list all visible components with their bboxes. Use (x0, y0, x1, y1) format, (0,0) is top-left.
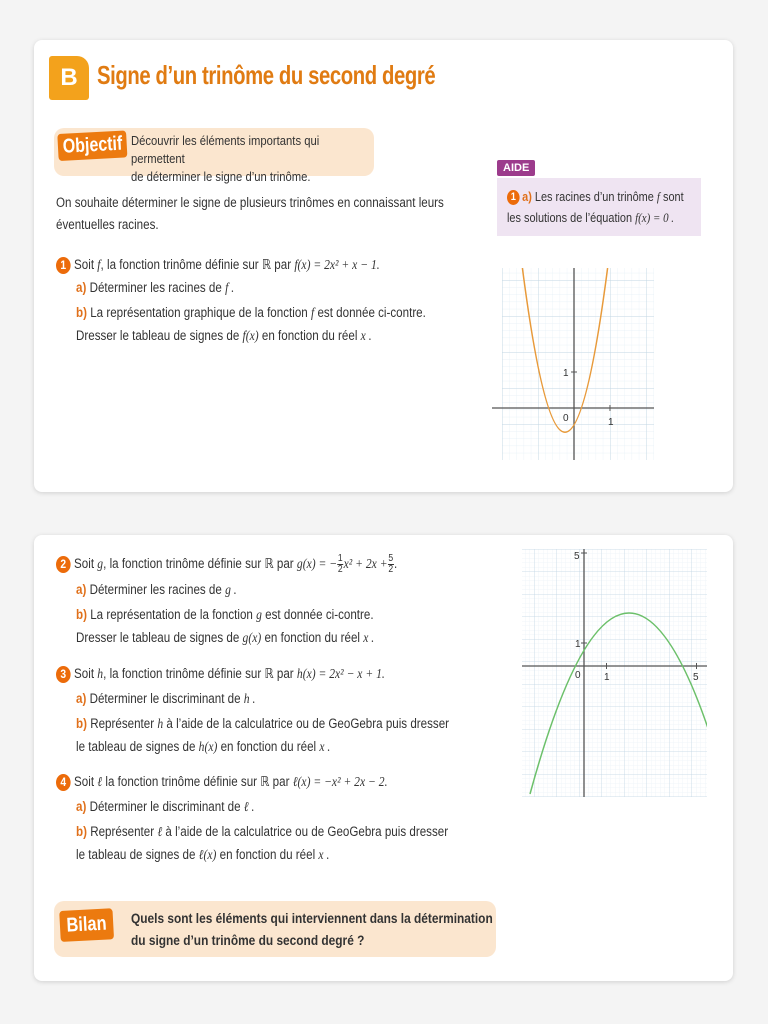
section-title: Signe d’un trinôme du second degré (97, 60, 436, 90)
q4-b-label: b) (76, 824, 87, 839)
q1-part-b-line2 (76, 325, 372, 347)
bilan-line-1: Quels sont les éléments qui interviennent dans la détermination (131, 910, 493, 926)
q3-h: h (97, 666, 104, 681)
graph-g-label-x1: 1 (604, 672, 610, 683)
q4-statement (56, 771, 387, 793)
q3-number: 3 (56, 666, 71, 683)
q2-frac2-num: 5 (388, 552, 394, 564)
objectif-box (54, 128, 374, 184)
objectif-label: Objectif (57, 130, 127, 161)
q1-b-fx: f(x) (242, 328, 259, 343)
q4-part-b (76, 821, 448, 843)
intro-line-1: On souhaite déterminer le signe de plusieurs trinômes en connaissant leurs (56, 195, 444, 210)
q1-b-text3: Dresser le tableau de signes de (76, 328, 240, 343)
q4-b-x: x . (318, 847, 330, 862)
aide-tag: AIDE (497, 160, 535, 176)
q2-frac1-den: 2 (337, 563, 343, 575)
q4-a-text: Déterminer le discriminant de (89, 799, 241, 814)
q4-part-a (76, 796, 254, 818)
bilan-box (54, 901, 496, 957)
q3-b-text4: en fonction du réel (220, 739, 317, 754)
q3-b-text2: à l’aide de la calculatrice ou de GeoGebra puis dresser (166, 716, 450, 731)
q3-b-var: h (157, 716, 164, 731)
q2-intro2: , la fonction trinôme définie sur ℝ par (103, 556, 294, 571)
q4-b-var: ℓ (157, 824, 163, 839)
q1-b-label: b) (76, 305, 87, 320)
q1-a-text: Déterminer les racines de (89, 280, 222, 295)
q1-b-x: x . (360, 328, 372, 343)
graph-g-label-x5: 5 (693, 672, 699, 683)
aide-sont: sont (662, 189, 684, 204)
q2-number: 2 (56, 556, 71, 573)
q1-part-a (76, 277, 234, 299)
q2-part-b-line2 (76, 627, 374, 649)
q4-b-text3: le tableau de signes de (76, 847, 196, 862)
q3-a-text: Déterminer le discriminant de (89, 691, 241, 706)
q2-part-a (76, 579, 237, 601)
q1-definition: f(x) = 2x² + x − 1. (294, 257, 380, 272)
q4-a-label: a) (76, 799, 87, 814)
activity-card-1 (34, 40, 733, 492)
bilan-line-2: du signe d’un trinôme du second degré ? (131, 932, 365, 948)
q4-l: ℓ (97, 774, 103, 789)
q2-a-var: g . (225, 582, 237, 597)
graph-f (492, 268, 662, 460)
q2-b-var: g (256, 607, 262, 622)
q2-a-text: Déterminer les racines de (89, 582, 222, 597)
q2-def-start: g(x) = − (296, 556, 338, 571)
graph-f-label-x1: 1 (608, 417, 614, 428)
q4-b-text2: à l’aide de la calculatrice ou de GeoGebra puis dresser (165, 824, 449, 839)
graph-g-label-y5: 5 (574, 551, 580, 562)
graph-f-grid (502, 268, 654, 460)
q1-intro: Soit (74, 257, 95, 272)
graph-g-label-y1: 1 (575, 639, 581, 650)
q2-frac1-num: 1 (337, 552, 343, 564)
q4-number: 4 (56, 774, 71, 791)
objectif-line-2: de déterminer le signe d’un trinôme. (131, 170, 311, 184)
q3-a-label: a) (76, 691, 87, 706)
q3-part-a (76, 688, 255, 710)
q1-b-text1: La représentation graphique de la fonction (90, 305, 308, 320)
q1-a-label: a) (76, 280, 87, 295)
q2-frac2-den: 2 (388, 563, 394, 575)
bilan-text (131, 907, 493, 951)
q3-b-label: b) (76, 716, 87, 731)
graph-f-label-0: 0 (563, 413, 569, 424)
q4-intro: Soit (74, 774, 95, 789)
q4-definition: ℓ(x) = −x² + 2x − 2. (292, 774, 388, 789)
intro-line-2: éventuelles racines. (56, 217, 159, 232)
aide-line-2: les solutions de l’équation (507, 210, 633, 225)
q3-b-hx: h(x) (198, 739, 218, 754)
q2-b-gx: g(x) (242, 630, 262, 645)
q2-statement (56, 553, 397, 575)
graph-g-label-0: 0 (575, 670, 581, 681)
graph-g-grid (522, 549, 707, 797)
q3-intro2: , la fonction trinôme définie sur ℝ par (103, 666, 294, 681)
q4-a-var: ℓ . (243, 799, 255, 814)
q4-b-lx: ℓ(x) (198, 847, 217, 862)
q2-g: g (97, 556, 104, 571)
q2-b-label: b) (76, 607, 87, 622)
q2-b-text3: Dresser le tableau de signes de (76, 630, 240, 645)
q2-b-x: x . (363, 630, 375, 645)
q2-b-text2: est donnée ci-contre. (265, 607, 374, 622)
q3-part-b-line2 (76, 736, 330, 758)
q1-f: f (97, 257, 101, 272)
q3-b-text1: Représenter (90, 716, 155, 731)
q3-part-b (76, 713, 449, 735)
aide-box (497, 178, 701, 236)
graph-g (522, 549, 707, 797)
aide-equation: f(x) = 0 . (635, 210, 675, 225)
q1-b-text2: est donnée ci-contre. (317, 305, 426, 320)
q2-b-text4: en fonction du réel (264, 630, 361, 645)
graph-f-label-y1: 1 (563, 368, 569, 379)
q3-b-text3: le tableau de signes de (76, 739, 196, 754)
aide-number: 1 (507, 190, 520, 205)
q1-b-text4: en fonction du réel (261, 328, 358, 343)
q3-intro: Soit (74, 666, 95, 681)
q2-intro: Soit (74, 556, 95, 571)
q1-a-var: f . (225, 280, 235, 295)
aide-f: f (656, 189, 660, 204)
q3-a-var: h . (243, 691, 256, 706)
q1-intro2: , la fonction trinôme définie sur ℝ par (100, 257, 292, 272)
aide-line-1: Les racines d’un trinôme (534, 189, 654, 204)
objectif-text (131, 132, 347, 186)
q4-b-text1: Représenter (90, 824, 155, 839)
q1-b-var: f (310, 305, 315, 320)
q2-def-mid: x² + 2x + (343, 556, 388, 571)
q4-part-b-line2 (76, 844, 329, 866)
q1-number: 1 (56, 257, 71, 274)
activity-card-2 (34, 535, 733, 981)
q2-b-text1: La représentation de la fonction (90, 607, 253, 622)
aide-part: a) (522, 189, 532, 204)
objectif-line-1: Découvrir les éléments importants qui permettent (131, 134, 320, 166)
q3-definition: h(x) = 2x² − x + 1. (296, 666, 385, 681)
q2-part-b (76, 604, 374, 626)
q1-statement (56, 254, 380, 276)
aide-text (507, 186, 684, 228)
q2-def-end: . (394, 556, 398, 571)
q3-statement (56, 663, 385, 685)
q4-b-text4: en fonction du réel (219, 847, 316, 862)
q1-part-b (76, 302, 426, 324)
q4-intro2: la fonction trinôme définie sur ℝ par (105, 774, 290, 789)
q2-a-label: a) (76, 582, 87, 597)
section-badge: B (49, 56, 89, 100)
q3-b-x: x . (319, 739, 331, 754)
bilan-label: Bilan (59, 908, 114, 942)
